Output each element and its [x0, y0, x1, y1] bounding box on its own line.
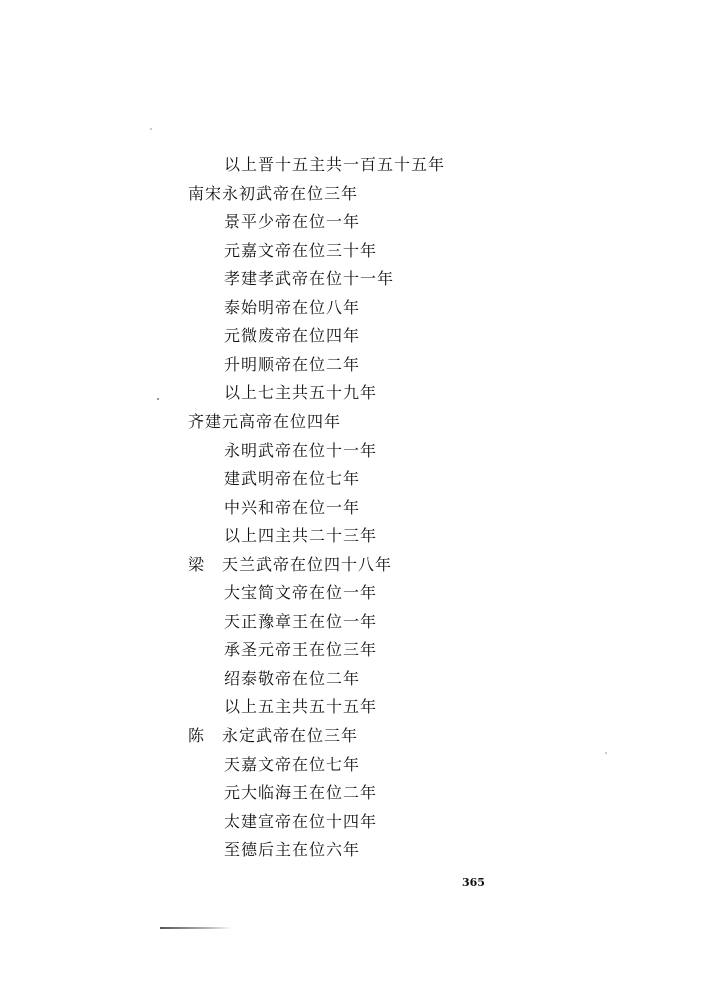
- reign-text: 大宝简文帝在位一年: [224, 583, 378, 603]
- reign-line: [224, 609, 377, 635]
- reign-text: 建武明帝在位七年: [224, 469, 361, 489]
- reign-text: 以上晋十五主共一百五十五年: [224, 155, 446, 174]
- reign-text: 至德后主在位六年: [224, 840, 361, 860]
- reign-line: [224, 380, 377, 406]
- reign-text: 景平少帝在位一年: [224, 212, 361, 232]
- reign-line: [188, 181, 358, 207]
- reign-text: 天兰武帝在位四十八年: [222, 554, 393, 574]
- reign-line: [224, 580, 377, 606]
- reign-text: 齐建元高帝在位四年: [188, 411, 342, 431]
- reign-text: 太建宣帝在位十四年: [224, 811, 378, 831]
- reign-line: [224, 295, 360, 321]
- reign-line: [224, 752, 360, 778]
- reign-text: 元嘉文帝在位三十年: [224, 240, 378, 260]
- reign-line: [224, 837, 360, 863]
- reign-line: [188, 723, 358, 749]
- reign-line: [224, 209, 360, 235]
- reign-text: 永定武帝在位三年: [222, 726, 359, 745]
- scan-speck: [605, 752, 607, 754]
- reign-line: [224, 266, 394, 292]
- reign-line: [224, 495, 360, 521]
- reign-text: 绍泰敬帝在位二年: [224, 668, 361, 688]
- reign-text: 以上四主共二十三年: [224, 526, 378, 546]
- reign-text: 以上五主共五十五年: [224, 697, 378, 717]
- reign-line: [224, 666, 360, 692]
- reign-text: 南宋永初武帝在位三年: [188, 183, 359, 203]
- reign-text: 天嘉文帝在位七年: [224, 754, 361, 774]
- scan-speck: [157, 398, 159, 400]
- dynasty-label: 梁: [188, 554, 206, 574]
- reign-text: 泰始明帝在位八年: [224, 297, 361, 317]
- page-number: 365: [462, 876, 485, 889]
- reign-text: 天正豫章王在位一年: [224, 611, 378, 631]
- reign-line: [224, 152, 445, 178]
- reign-line: [188, 552, 392, 578]
- reign-text: 中兴和帝在位一年: [224, 497, 361, 517]
- reign-text: 以上七主共五十九年: [224, 383, 378, 403]
- reign-line: [224, 637, 377, 663]
- reign-text: 升明顺帝在位二年: [224, 354, 361, 374]
- scan-speck: [150, 128, 152, 130]
- reign-line: [188, 409, 341, 435]
- reign-text: 承圣元帝王在位三年: [224, 640, 378, 660]
- reign-line: [224, 352, 360, 378]
- reign-text: 孝建孝武帝在位十一年: [224, 269, 395, 289]
- reign-line: [224, 438, 377, 464]
- reign-text: 永明武帝在位十一年: [224, 440, 378, 460]
- dynasty-label: 陈: [188, 726, 206, 745]
- reign-line: [224, 466, 360, 492]
- reign-line: [224, 809, 377, 835]
- reign-text: 元大临海王在位二年: [224, 783, 378, 803]
- reign-line: [224, 780, 377, 806]
- reign-line: [224, 238, 377, 264]
- reign-line: [224, 523, 377, 549]
- reign-line: [224, 323, 360, 349]
- scan-artifact-line: [160, 927, 232, 929]
- reign-text: 元微废帝在位四年: [224, 326, 361, 346]
- reign-line: [224, 694, 377, 720]
